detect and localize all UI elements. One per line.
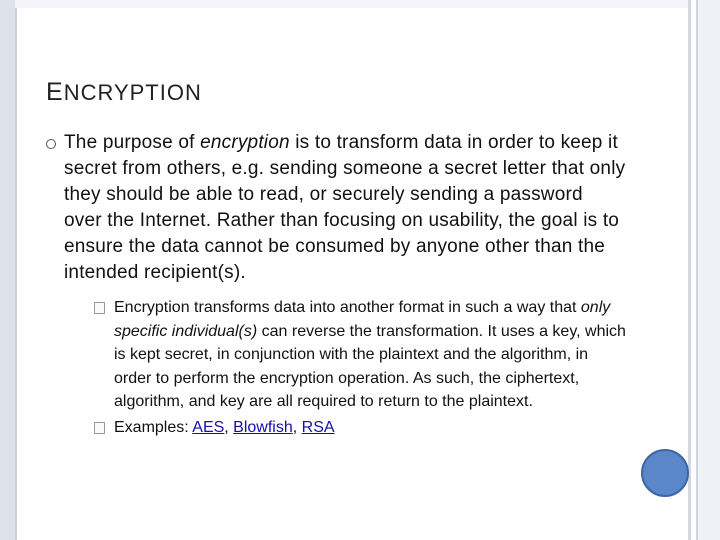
main-bullet <box>46 130 626 286</box>
examples-prefix: Examples: <box>114 418 193 436</box>
sub-bullet-encryption <box>94 296 626 414</box>
sub-bullet-list <box>46 296 626 439</box>
slide-frame-left <box>0 0 17 540</box>
sub-bullet-text-before: Encryption transforms data into another format in such a way that <box>114 299 581 316</box>
slide-frame-right-line <box>688 0 691 540</box>
examples-separator: , <box>292 418 302 436</box>
examples-separator: , <box>224 418 234 436</box>
sub-bullet-text-after: can reverse the transformation. It uses a key, which is kept secret, in conjunction with the plaintext and the algorithm, in order to perform the encryption operation. As such, the ciphertext, algorithm, and key are all required to return to the plaintext. <box>114 322 626 410</box>
main-bullet-emphasis: encryption <box>200 132 290 153</box>
slide-frame-top <box>15 0 688 8</box>
slide-title-rest: NCRYPTION <box>63 80 202 105</box>
main-bullet-text-after: is to transform data in order to keep it secret from others, e.g. sending someone a secret letter that only they should be able to read, or securely sending a password over the Internet. Rather than focusing on usability, the goal is to ensure the data cannot be consumed by anyone other than the intended recipient(s). <box>64 132 626 283</box>
slide-title-initial: E <box>46 78 64 106</box>
blowfish-link[interactable]: Blowfish <box>233 418 293 436</box>
main-bullet-text-before: The purpose of <box>64 132 201 153</box>
slide-content <box>46 130 626 441</box>
decorative-circle <box>641 449 689 497</box>
sub-bullet-emphasis: only specific individual(s) <box>114 299 611 340</box>
rsa-link[interactable]: RSA <box>301 418 335 436</box>
square-bullet-icon <box>94 422 105 434</box>
slide-title <box>46 78 202 107</box>
circle-bullet-icon <box>46 139 56 149</box>
square-bullet-icon <box>94 302 105 314</box>
slide-frame-right <box>696 0 720 540</box>
aes-link[interactable]: AES <box>192 418 225 436</box>
sub-bullet-examples <box>94 416 626 440</box>
